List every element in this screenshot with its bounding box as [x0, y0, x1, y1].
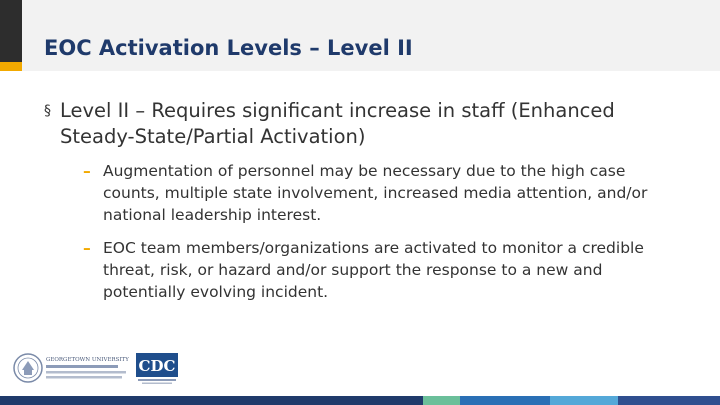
bullet-marker: § — [44, 103, 51, 119]
dash-marker: – — [83, 239, 91, 257]
footer-segment — [550, 396, 618, 405]
sub-bullet-text: EOC team members/organizations are activated to monitor a credible threat, risk, or hazard and/or support the response to a new and potentially evolving incident. — [103, 239, 644, 301]
footer-color-bar — [0, 396, 720, 405]
footer-segment — [423, 396, 460, 405]
sub-bullet — [83, 160, 683, 226]
footer-segment — [460, 396, 550, 405]
georgetown-logo — [12, 350, 130, 386]
corner-block — [0, 0, 22, 62]
cdc-logo-text: CDC — [138, 357, 176, 375]
footer-segment — [618, 396, 720, 405]
corner-accent — [0, 62, 22, 71]
sub-bullet — [83, 237, 683, 303]
cdc-logo — [136, 353, 178, 385]
slide-title: EOC Activation Levels – Level II — [44, 36, 413, 60]
main-bullet-text: Level II – Requires significant increase in staff (Enhanced Steady-State/Partial Activation) — [60, 99, 615, 148]
dash-marker: – — [83, 162, 91, 180]
sub-bullet-text: Augmentation of personnel may be necessary due to the high case counts, multiple state involvement, increased media attention, and/or national leadership interest. — [103, 162, 648, 224]
georgetown-wordmark: GEORGETOWN UNIVERSITY — [46, 357, 129, 363]
footer-segment — [0, 396, 423, 405]
main-bullet — [44, 98, 684, 150]
